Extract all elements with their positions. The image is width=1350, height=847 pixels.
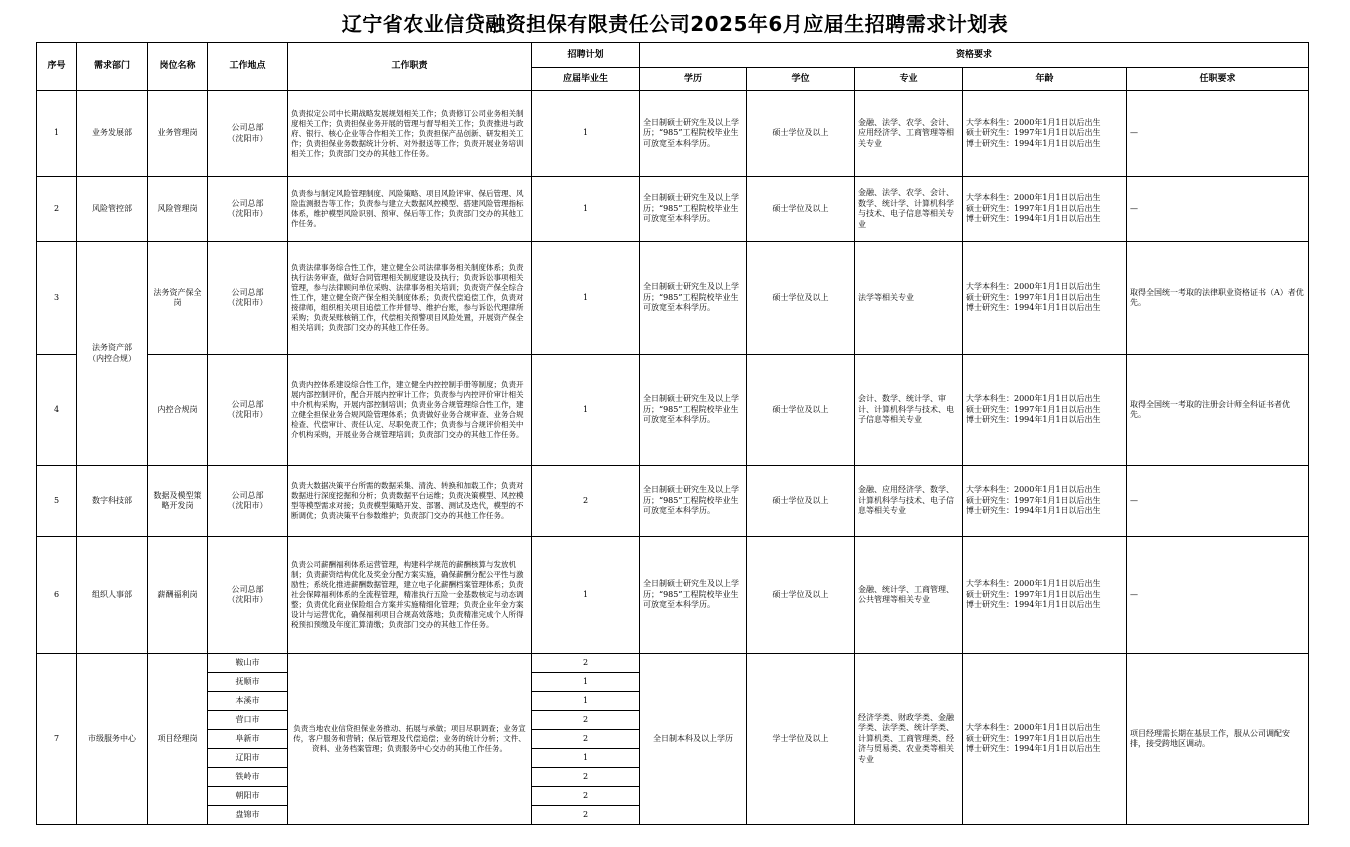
header-qualifications: 资格要求 — [640, 43, 1309, 68]
table-row — [37, 537, 1309, 654]
city-count: 1 — [532, 673, 640, 692]
city-count: 1 — [532, 749, 640, 768]
row-education: 全日制硕士研究生及以上学历；“985”工程院校毕业生可放宽至本科学历。 — [640, 242, 747, 355]
city-name: 阜新市 — [208, 730, 288, 749]
table-row — [37, 91, 1309, 177]
header-plan: 招聘计划 — [532, 43, 640, 68]
city-count: 2 — [532, 654, 640, 673]
row-age: 大学本科生：2000年1月1日以后出生 硕士研究生：1997年1月1日以后出生 博士研究生：1994年1月1日以后出生 — [963, 654, 1127, 825]
city-name: 盘锦市 — [208, 806, 288, 825]
row-count: 1 — [532, 355, 640, 466]
row-major: 金融、统计学、工商管理、公共管理等相关专业 — [855, 537, 963, 654]
table-row — [37, 242, 1309, 355]
row-requirements: — — [1127, 91, 1309, 177]
table-row — [37, 466, 1309, 537]
row-major: 金融、法学、农学、会计、应用经济学、工商管理等相关专业 — [855, 91, 963, 177]
table-row — [37, 654, 1309, 673]
city-count: 2 — [532, 787, 640, 806]
header-degree: 学位 — [747, 68, 855, 91]
city-count: 2 — [532, 768, 640, 787]
row-degree: 硕士学位及以上 — [747, 91, 855, 177]
header-major: 专业 — [855, 68, 963, 91]
row-education: 全日制硕士研究生及以上学历；“985”工程院校毕业生可放宽至本科学历。 — [640, 537, 747, 654]
table-row — [37, 355, 1309, 466]
row-requirements: — — [1127, 466, 1309, 537]
row-duties: 负责当地农业信贷担保业务推动、拓展与承做；项目尽职调查；业务宣传，客户服务和营销；保后管理及代偿追偿；业务的统计分析；文件、资料、业务档案管理；负责服务中心交办的其他工作任务。 — [288, 654, 532, 825]
row-major: 经济学类、财政学类、金融学类、法学类、统计学类、计算机类、工商管理类、经济与贸易类、农业类等相关专业 — [855, 654, 963, 825]
row-age: 大学本科生：2000年1月1日以后出生 硕士研究生：1997年1月1日以后出生 博士研究生：1994年1月1日以后出生 — [963, 466, 1127, 537]
city-name: 铁岭市 — [208, 768, 288, 787]
city-name: 鞍山市 — [208, 654, 288, 673]
row-education: 全日制硕士研究生及以上学历；“985”工程院校毕业生可放宽至本科学历。 — [640, 466, 747, 537]
row-position: 风险管理岗 — [148, 177, 208, 242]
page-title: 辽宁省农业信贷融资担保有限责任公司2025年6月应届生招聘需求计划表 — [341, 12, 1009, 36]
row-position: 薪酬福利岗 — [148, 537, 208, 654]
row-location: 公司总部 （沈阳市） — [208, 177, 288, 242]
header-location: 工作地点 — [208, 43, 288, 91]
row-requirements: 取得全国统一考取的注册会计师全科证书者优先。 — [1127, 355, 1309, 466]
city-count: 2 — [532, 730, 640, 749]
row-count: 2 — [532, 466, 640, 537]
row-duties: 负责内控体系建设综合性工作，建立健全内控控制手册等制度；负责开展内部控制评价，配合开展内控审计工作；负责参与内控评价审计相关中介机构采购，开展内部控制培训；负责业务合规管理综合性工作，建立健全担保业务合规风险管理体系；负责做好业务合规审查、业务合规检查、代偿审计、责任认定、尽职免责工作；负责参与合规评价相关中介机构采购，开展业务合规管理培训；负责部门交办的其他工作任务。 — [288, 355, 532, 466]
city-count: 2 — [532, 806, 640, 825]
row-duties: 负责参与制定风险管理制度、风险策略、项目风险评审、保后管理、风险监测报告等工作；负责参与建立大数据风控模型、搭建风险管理指标体系，维护模型风险识别、预审、保后等工作；负责部门交办的其他工作任务。 — [288, 177, 532, 242]
row-location: 公司总部 （沈阳市） — [208, 466, 288, 537]
row-duties: 负责大数据决策平台所需的数据采集、清洗、转换和加载工作；负责对数据进行深度挖掘和分析；负责数据平台运维；负责决策模型、风控模型等模型需求对接；负责模型策略开发、部署、测试及迭代，模型的不断调优；负责决策平台参数维护；负责部门交办的其他工作任务。 — [288, 466, 532, 537]
city-name: 本溪市 — [208, 692, 288, 711]
row-seq: 4 — [37, 355, 77, 466]
row-degree: 硕士学位及以上 — [747, 177, 855, 242]
row-dept: 业务发展部 — [77, 91, 148, 177]
row-education: 全日制硕士研究生及以上学历；“985”工程院校毕业生可放宽至本科学历。 — [640, 177, 747, 242]
row-location: 公司总部 （沈阳市） — [208, 537, 288, 654]
row-position: 数据及模型策略开发岗 — [148, 466, 208, 537]
row-degree: 硕士学位及以上 — [747, 355, 855, 466]
row-count: 1 — [532, 537, 640, 654]
city-name: 营口市 — [208, 711, 288, 730]
row-location: 公司总部 （沈阳市） — [208, 242, 288, 355]
row-dept: 法务资产部 （内控合规） — [77, 242, 148, 466]
row-requirements: — — [1127, 177, 1309, 242]
row-major: 金融、应用经济学、数学、计算机科学与技术、电子信息等相关专业 — [855, 466, 963, 537]
row-seq: 1 — [37, 91, 77, 177]
row-duties: 负责公司薪酬福利体系运营管理，构建科学规范的薪酬核算与发放机制；负责薪资结构优化及奖金分配方案实施，确保薪酬分配公平性与激励性；系统化推进薪酬数据管理，建立电子化薪酬档案管理体系；负责社会保障福利体系的全流程管理，精准执行五险一金基数核定与动态调整；负责优化商业保险组合方案并实施精细化管理；负责企业年金方案设计与运营优化，确保福利项目合规高效落地；负责精准完成个人所得税预扣预缴及年度汇算清缴；负责部门交办的其他工作任务。 — [288, 537, 532, 654]
header-dept: 需求部门 — [77, 43, 148, 91]
row-education: 全日制硕士研究生及以上学历；“985”工程院校毕业生可放宽至本科学历。 — [640, 91, 747, 177]
header-duties: 工作职责 — [288, 43, 532, 91]
row-position: 内控合规岗 — [148, 355, 208, 466]
row-requirements: 项目经理需长期在基层工作，服从公司调配安排，接受跨地区调动。 — [1127, 654, 1309, 825]
row-age: 大学本科生：2000年1月1日以后出生 硕士研究生：1997年1月1日以后出生 博士研究生：1994年1月1日以后出生 — [963, 177, 1127, 242]
row-degree: 硕士学位及以上 — [747, 537, 855, 654]
row-age: 大学本科生：2000年1月1日以后出生 硕士研究生：1997年1月1日以后出生 博士研究生：1994年1月1日以后出生 — [963, 91, 1127, 177]
city-name: 辽阳市 — [208, 749, 288, 768]
row-dept: 市级服务中心 — [77, 654, 148, 825]
row-count: 1 — [532, 91, 640, 177]
row-requirements: 取得全国统一考取的法律职业资格证书（A）者优先。 — [1127, 242, 1309, 355]
row-age: 大学本科生：2000年1月1日以后出生 硕士研究生：1997年1月1日以后出生 博士研究生：1994年1月1日以后出生 — [963, 355, 1127, 466]
row-seq: 5 — [37, 466, 77, 537]
row-seq: 7 — [37, 654, 77, 825]
row-dept: 风险管控部 — [77, 177, 148, 242]
row-degree: 硕士学位及以上 — [747, 466, 855, 537]
city-count: 2 — [532, 711, 640, 730]
row-count: 1 — [532, 242, 640, 355]
row-education: 全日制本科及以上学历 — [640, 654, 747, 825]
city-name: 朝阳市 — [208, 787, 288, 806]
row-age: 大学本科生：2000年1月1日以后出生 硕士研究生：1997年1月1日以后出生 博士研究生：1994年1月1日以后出生 — [963, 242, 1127, 355]
row-major: 法学等相关专业 — [855, 242, 963, 355]
city-name: 抚顺市 — [208, 673, 288, 692]
header-position: 岗位名称 — [148, 43, 208, 91]
row-major: 会计、数学、统计学、审计、计算机科学与技术、电子信息等相关专业 — [855, 355, 963, 466]
row-age: 大学本科生：2000年1月1日以后出生 硕士研究生：1997年1月1日以后出生 博士研究生：1994年1月1日以后出生 — [963, 537, 1127, 654]
row-seq: 3 — [37, 242, 77, 355]
recruitment-table — [36, 42, 1309, 825]
row-degree: 硕士学位及以上 — [747, 242, 855, 355]
row-position: 业务管理岗 — [148, 91, 208, 177]
header-requirements: 任职要求 — [1127, 68, 1309, 91]
row-count: 1 — [532, 177, 640, 242]
header-seq: 序号 — [37, 43, 77, 91]
row-location: 公司总部 （沈阳市） — [208, 355, 288, 466]
header-graduates: 应届毕业生 — [532, 68, 640, 91]
table-row — [37, 177, 1309, 242]
row-education: 全日制硕士研究生及以上学历；“985”工程院校毕业生可放宽至本科学历。 — [640, 355, 747, 466]
row-duties: 负责法律事务综合性工作，建立健全公司法律事务相关制度体系；负责执行法务审查，做好合同管理相关制度建设及执行；负责诉讼事项相关管理，参与法律顾问单位采购、法律事务相关培训；负责资产保全综合性工作，建立健全资产保全相关制度体系；负责代偿追偿工作，负责对接律师，组织相关项目追偿工作并督导、维护台账，参与诉讼代理律所采购；负责呆账核销工作，代偿相关预警项目风险处置，开展资产保全相关培训；负责部门交办的其他工作任务。 — [288, 242, 532, 355]
row-degree: 学士学位及以上 — [747, 654, 855, 825]
row-position: 法务资产保全岗 — [148, 242, 208, 355]
header-age: 年龄 — [963, 68, 1127, 91]
row-seq: 2 — [37, 177, 77, 242]
row-position: 项目经理岗 — [148, 654, 208, 825]
row-duties: 负责拟定公司中长期战略发展规划相关工作；负责修订公司业务相关制度相关工作；负责担保业务开展的管理与督导相关工作；负责推进与政府、银行、核心企业等合作相关工作；负责担保产品创新、研发相关工作；负责担保业务数据统计分析、对外报送等工作；负责开展业务培训相关工作；负责部门交办的其他工作任务。 — [288, 91, 532, 177]
row-major: 金融、法学、农学、会计、数学、统计学、计算机科学与技术、电子信息等相关专业 — [855, 177, 963, 242]
header-education: 学历 — [640, 68, 747, 91]
row-dept: 数字科技部 — [77, 466, 148, 537]
row-requirements: — — [1127, 537, 1309, 654]
row-dept: 组织人事部 — [77, 537, 148, 654]
city-count: 1 — [532, 692, 640, 711]
row-location: 公司总部 （沈阳市） — [208, 91, 288, 177]
row-seq: 6 — [37, 537, 77, 654]
